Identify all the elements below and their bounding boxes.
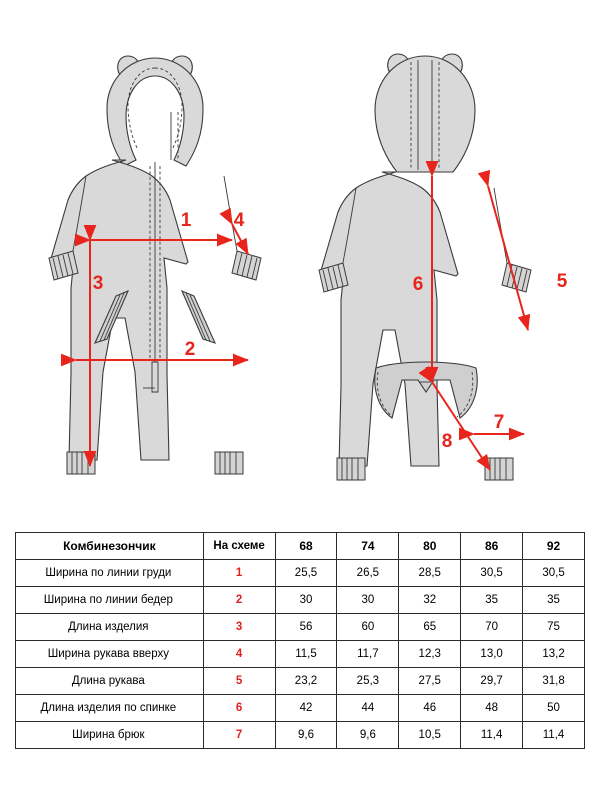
cell-value: 10,5 — [399, 722, 461, 749]
cell-value: 44 — [337, 695, 399, 722]
arrow-5-sleeve-length — [488, 186, 528, 330]
cell-value: 13,2 — [523, 641, 585, 668]
cell-value: 11,4 — [523, 722, 585, 749]
cell-value: 26,5 — [337, 560, 399, 587]
row-scheme: 2 — [203, 587, 275, 614]
label-4: 4 — [233, 210, 245, 231]
pocket-right-front — [182, 291, 215, 343]
cell-value: 56 — [275, 614, 337, 641]
label-3: 3 — [92, 273, 104, 294]
label-8: 8 — [441, 431, 453, 452]
cell-value: 75 — [523, 614, 585, 641]
row-label: Ширина рукава вверху — [16, 641, 204, 668]
table-row — [16, 614, 585, 641]
sleeve-seam-right-back — [494, 188, 508, 268]
cell-value: 30 — [275, 587, 337, 614]
cell-value: 30,5 — [523, 560, 585, 587]
table-row — [16, 668, 585, 695]
cell-value: 32 — [399, 587, 461, 614]
row-label: Длина изделия — [16, 614, 204, 641]
size-table-wrapper — [15, 532, 585, 749]
cell-value: 42 — [275, 695, 337, 722]
cell-value: 30 — [337, 587, 399, 614]
header-size-74: 74 — [337, 533, 399, 560]
label-1: 1 — [180, 210, 192, 231]
cell-value: 23,2 — [275, 668, 337, 695]
row-scheme: 3 — [203, 614, 275, 641]
cell-value: 35 — [461, 587, 523, 614]
cell-value: 9,6 — [337, 722, 399, 749]
row-label: Ширина по линии груди — [16, 560, 204, 587]
label-7: 7 — [493, 412, 505, 433]
cuff-leg-right-front — [215, 452, 243, 474]
row-scheme: 5 — [203, 668, 275, 695]
cell-value: 30,5 — [461, 560, 523, 587]
cell-value: 35 — [523, 587, 585, 614]
hood-back — [375, 56, 475, 172]
cell-value: 11,4 — [461, 722, 523, 749]
back-view — [319, 54, 568, 480]
cell-value: 27,5 — [399, 668, 461, 695]
cuff-leg-left-back — [337, 458, 365, 480]
table-row — [16, 722, 585, 749]
header-scheme: На схеме — [203, 533, 275, 560]
header-size-92: 92 — [523, 533, 585, 560]
cell-value: 50 — [523, 695, 585, 722]
row-scheme: 7 — [203, 722, 275, 749]
row-scheme: 6 — [203, 695, 275, 722]
front-view — [49, 56, 261, 474]
cuff-right-front — [232, 251, 261, 280]
cell-value: 65 — [399, 614, 461, 641]
row-label: Ширина брюк — [16, 722, 204, 749]
header-size-86: 86 — [461, 533, 523, 560]
label-2: 2 — [184, 339, 196, 360]
row-scheme: 1 — [203, 560, 275, 587]
cell-value: 9,6 — [275, 722, 337, 749]
table-header-row — [16, 533, 585, 560]
cell-value: 70 — [461, 614, 523, 641]
cell-value: 25,5 — [275, 560, 337, 587]
table-row — [16, 560, 585, 587]
cell-value: 13,0 — [461, 641, 523, 668]
cell-value: 48 — [461, 695, 523, 722]
row-label: Длина рукава — [16, 668, 204, 695]
cell-value: 12,3 — [399, 641, 461, 668]
row-label: Длина изделия по спинке — [16, 695, 204, 722]
cell-value: 29,7 — [461, 668, 523, 695]
cell-value: 11,7 — [337, 641, 399, 668]
cell-value: 25,3 — [337, 668, 399, 695]
label-6: 6 — [412, 274, 424, 295]
row-label: Ширина по линии бедер — [16, 587, 204, 614]
cell-value: 28,5 — [399, 560, 461, 587]
cell-value: 31,8 — [523, 668, 585, 695]
table-row — [16, 695, 585, 722]
row-scheme: 4 — [203, 641, 275, 668]
table-row — [16, 587, 585, 614]
cell-value: 46 — [399, 695, 461, 722]
table-row — [16, 641, 585, 668]
hood-front — [107, 58, 203, 166]
header-size-68: 68 — [275, 533, 337, 560]
size-table — [15, 532, 585, 749]
cell-value: 60 — [337, 614, 399, 641]
label-5: 5 — [556, 271, 568, 292]
cell-value: 11,5 — [275, 641, 337, 668]
header-size-80: 80 — [399, 533, 461, 560]
body-back — [320, 172, 458, 466]
header-product-name: Комбинезончик — [16, 533, 204, 560]
